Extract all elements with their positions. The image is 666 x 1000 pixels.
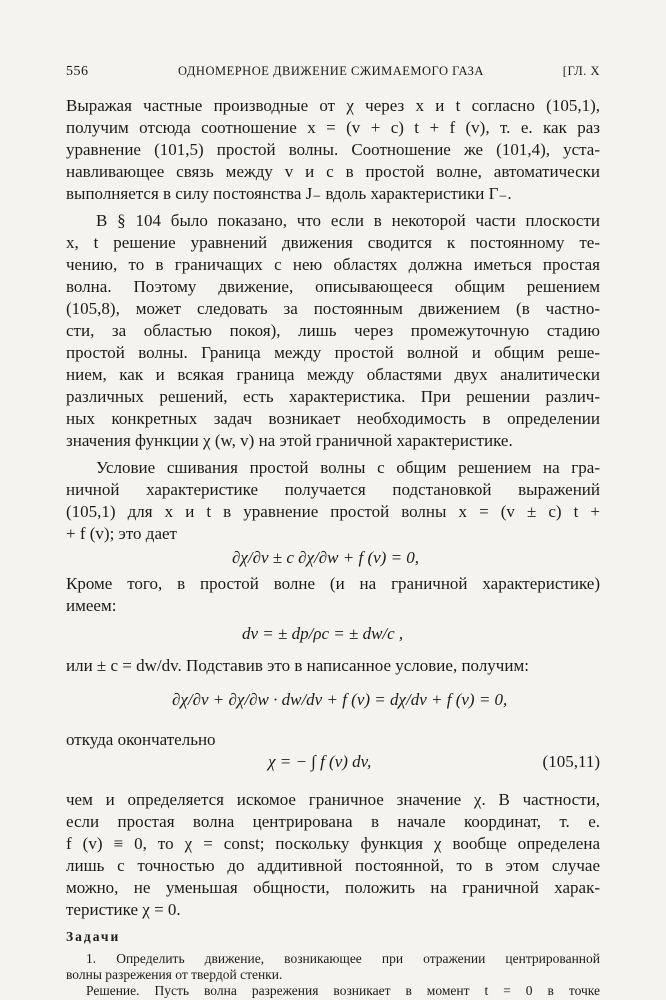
text-line: если простая волна центрирована в начале координат, т. е.	[66, 812, 600, 831]
solution-line: Решение. Пусть волна разрежения возникает в момент t = 0 в точке	[86, 983, 600, 998]
text-line: различных решений, есть характеристика. При решении различ-	[66, 387, 600, 406]
equation-substituted: ∂χ/∂v + ∂χ/∂w · dw/dv + f (v) = dχ/dv + f (v) = 0,	[172, 690, 508, 709]
text-line: ных конкретных задач возникает необходимость в определении	[66, 409, 600, 428]
equation-dv: dv = ± dp/ρc = ± dw/c ,	[242, 624, 404, 643]
text-line: лишь с точностью до аддитивной постоянной, то в этом случае	[66, 856, 600, 875]
text-line: или ± c = dw/dv. Подставив это в написанное условие, получим:	[66, 656, 529, 675]
equation-chi: χ = − ∫ f (v) dv,	[268, 752, 372, 771]
text-line: чению, то в граничащих с нею областях должна иметься простая	[66, 255, 600, 274]
text-line: f (v) ≡ 0, то χ = const; поскольку функция χ вообще определена	[66, 834, 600, 853]
chapter-label: [ГЛ. X	[562, 64, 600, 78]
problem-line: 1. Определить движение, возникающее при отражении центрированной	[86, 951, 600, 966]
text-line: выполняется в силу постоянства J₋ вдоль характеристики Γ₋.	[66, 184, 512, 203]
text-line: значения функции χ (w, v) на этой граничной характеристике.	[66, 431, 513, 450]
running-title: ОДНОМЕРНОЕ ДВИЖЕНИЕ СЖИМАЕМОГО ГАЗА	[178, 64, 484, 78]
text-line: нием, как и всякая граница между областями двух аналитически	[66, 365, 600, 384]
text-line: (105,8), может следовать за постоянным движением (в частно-	[66, 299, 600, 318]
text-line: Кроме того, в простой волне (и на граничной характеристике)	[66, 574, 600, 593]
text-line: (105,1) для x и t в уравнение простой волны x = (v ± c) t +	[66, 502, 600, 521]
text-line: получим отсюда соотношение x = (v + c) t + f (v), т. е. как раз	[66, 118, 600, 137]
text-line: откуда окончательно	[66, 730, 216, 749]
problems-heading: Задачи	[66, 929, 121, 944]
text-line: x, t решение уравнений движения сводится к постоянному те-	[66, 233, 600, 252]
text-line: волна. Поэтому движение, описывающееся общим решением	[66, 277, 600, 296]
text-line: теристике χ = 0.	[66, 900, 181, 919]
equation-number: (105,11)	[542, 752, 600, 771]
text-line: уравнение (101,5) простой волны. Соотношение же (101,4), уста-	[66, 140, 600, 159]
text-line: + f (v); это дает	[66, 524, 177, 543]
page-number: 556	[66, 64, 89, 79]
text-line: Условие сшивания простой волны с общим решением на гра-	[96, 458, 600, 477]
text-line: ничной характеристике получается подстановкой выражений	[66, 480, 600, 499]
equation-boundary-condition: ∂χ/∂v ± c ∂χ/∂w + f (v) = 0,	[232, 548, 420, 567]
problem-line: волны разрежения от твердой стенки.	[66, 967, 283, 982]
text-line: можно, не уменьшая общности, положить на граничной харак-	[66, 878, 600, 897]
text-line: Выражая частные производные от χ через x и t согласно (105,1),	[66, 96, 600, 115]
text-line: имеем:	[66, 596, 117, 615]
text-line: сти, за областью покоя), лишь через промежуточную стадию	[66, 321, 600, 340]
text-line: В § 104 было показано, что если в некоторой части плоскости	[96, 211, 600, 230]
text-line: чем и определяется искомое граничное значение χ. В частности,	[66, 790, 600, 809]
text-line: простой волны. Граница между простой волной и общим реше-	[66, 343, 600, 362]
text-line: навливающее связь между v и c в простой волне, автоматически	[66, 162, 600, 181]
